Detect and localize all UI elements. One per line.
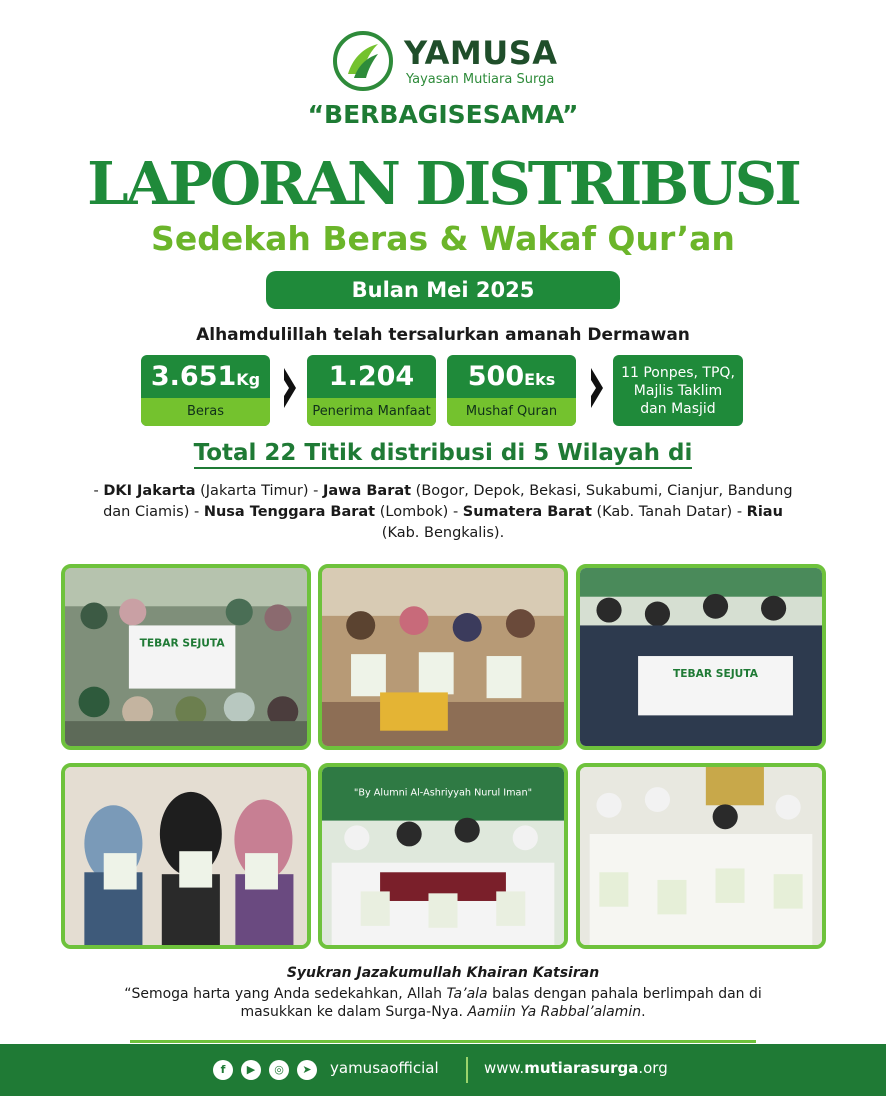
intro-text: Alhamdulillah telah tersalurkan amanah Dermawan [196, 325, 690, 345]
thanks-text: Syukran Jazakumullah Khairan Katsiran [286, 965, 600, 981]
total-heading: Total 22 Titik distribusi di 5 Wilayah di [0, 440, 886, 466]
photo-students-rice [318, 763, 568, 949]
social-handle[interactable]: yamusaofficial [330, 1059, 439, 1077]
photo-boys-white-rice [576, 763, 826, 949]
telegram-icon[interactable]: ➤ [297, 1060, 317, 1080]
photo-boys-quran [576, 564, 826, 750]
website-link[interactable]: www.mutiarasurga.org [484, 1059, 668, 1077]
youtube-icon[interactable]: ▶ [241, 1060, 261, 1080]
stat-penerima [307, 355, 436, 426]
page-subtitle: Sedekah Beras & Wakaf Qur’an [151, 219, 735, 258]
region-name: Nusa Tenggara Barat [203, 504, 376, 520]
facebook-icon[interactable]: f [213, 1060, 233, 1080]
region-name: DKI Jakarta [103, 483, 196, 499]
divider-line [130, 1040, 756, 1043]
page-title: LAPORAN DISTRIBUSI [87, 149, 799, 218]
region-name: Sumatera Barat [462, 504, 592, 520]
hands-leaf-icon [332, 30, 394, 92]
brand-logo [332, 30, 562, 94]
prayer-text: “Semoga harta yang Anda sedekahkan, Allah Ta’ala balas dengan pahala berlimpah dan di masukkan ke dalam Surga-Nya. Aamiin Ya Rabbal’alamin. [124, 986, 762, 1020]
regions-list: - DKI Jakarta (Jakarta Timur) - Jawa Barat (Bogor, Depok, Bekasi, Sukabumi, Cianjur, Bandung dan Ciamis) - Nusa Tenggara Barat (Lombok) - Sumatera Barat (Kab. Tanah Datar) - Riau (Kab. Bengkalis). [93, 483, 793, 541]
brand-name: YAMUSA [404, 34, 558, 72]
month-badge: Bulan Mei 2025 [266, 271, 620, 309]
stat-label: Penerima Manfaat [307, 398, 436, 426]
brand-tagline: Yayasan Mutiara Surga [406, 72, 555, 87]
svg-text:TEBAR SEJUTA: TEBAR SEJUTA [139, 637, 225, 650]
stat-mushaf [447, 355, 576, 426]
stat-value: 1.204 [328, 361, 415, 392]
instagram-icon[interactable]: ◎ [269, 1060, 289, 1080]
region-name: Riau [746, 504, 783, 520]
region-name: Jawa Barat [322, 483, 412, 499]
footer [0, 1044, 886, 1096]
photo-children-quran [61, 564, 311, 750]
footer-divider [466, 1057, 468, 1083]
stat-value: 500Eks [467, 361, 556, 392]
photo-children-rice [318, 564, 568, 750]
chevron-right-icon [589, 366, 605, 410]
photo-elderly-women-rice [61, 763, 311, 949]
stat-value: 3.651Kg [150, 361, 261, 392]
stat-lembaga: 11 Ponpes, TPQ, Majlis Taklim dan Masjid [613, 355, 743, 426]
svg-text:TEBAR SEJUTA: TEBAR SEJUTA [673, 668, 759, 681]
chevron-right-icon [282, 366, 298, 410]
stat-beras [141, 355, 270, 426]
slogan: “BERBAGISESAMA” [307, 100, 579, 129]
stat-label: Mushaf Quran [447, 398, 576, 426]
stat-label: Beras [141, 398, 270, 426]
svg-text:"By Alumni Al-Ashriyyah Nurul: "By Alumni Al-Ashriyyah Nurul Iman" [353, 787, 533, 799]
